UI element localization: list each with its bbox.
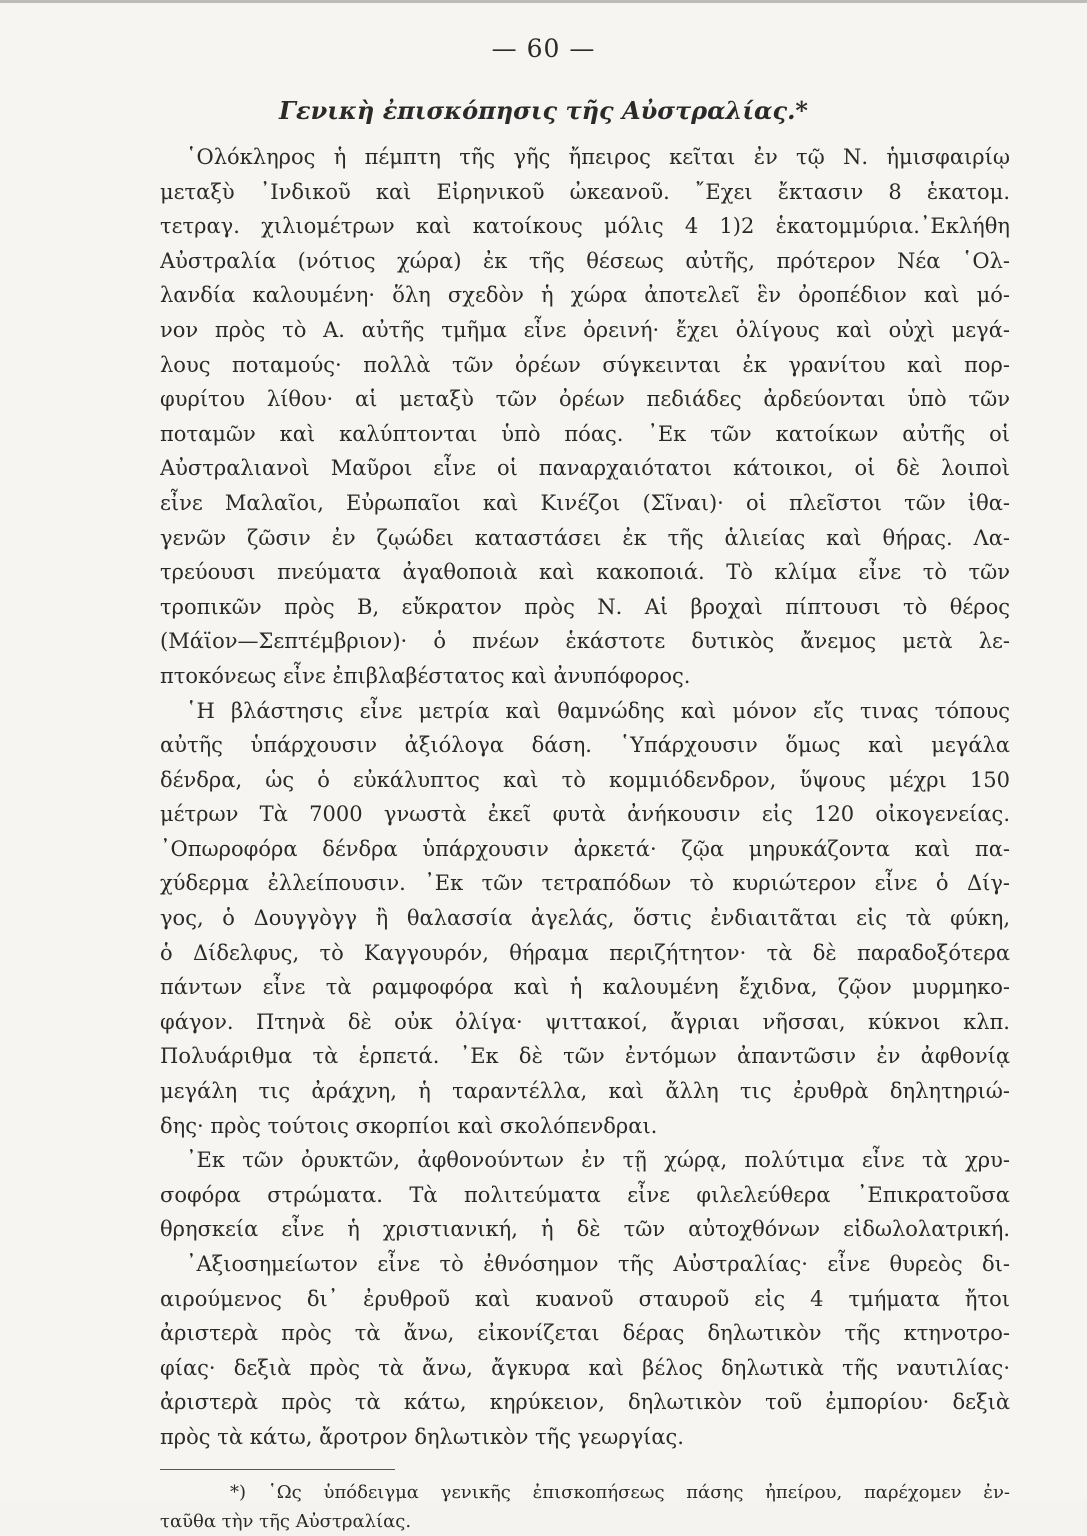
section-title: Γενικὴ ἐπισκόπησις τῆς Αὐστραλίας.* [279, 96, 808, 125]
text-line: ῾Ολόκληρος ἡ πέμπτη τῆς γῆς ἤπειρος κεῖται ἐν τῷ Ν. ἡμισφαιρίῳ [186, 145, 1010, 169]
footnote-divider [160, 1469, 395, 1470]
text-line: λους ποταμούς· πολλὰ τῶν ὀρέων σύγκεινται ἐκ γρανίτου καὶ πορ- [160, 352, 1010, 377]
text-line: ἀριστερὰ πρὸς τὰ ἄνω, εἰκονίζεται δέρας δηλωτικὸν τῆς κτηνοτρο- [160, 1321, 1010, 1346]
text-line: φίας· δεξιὰ πρὸς τὰ ἄνω, ἄγκυρα καὶ βέλος δηλωτικὰ τῆς ναυτιλίας· [160, 1355, 1010, 1380]
text-line: πτοκόνεως εἶνε ἐπιβλαβέστατος καὶ ἀνυπόφορος. [160, 663, 691, 688]
text-line: ᾿Εκ τῶν ὀρυκτῶν, ἀφθονούντων ἐν τῇ χώρᾳ, πολύτιμα εἶνε τὰ χρυ- [186, 1148, 1010, 1173]
text-line: πρὸς τὰ κάτω, ἄροτρον δηλωτικὸν τῆς γεωργίας. [160, 1424, 684, 1449]
text-line: δένδρα, ὡς ὁ εὐκάλυπτος καὶ τὸ κομμιόδενδρον, ὕψους μέχρι 150 [160, 767, 1010, 792]
page-number: — 60 — [491, 34, 596, 63]
text-line: εἶνε Μαλαῖοι, Εὐρωπαῖοι καὶ Κινέζοι (Σῖναι)· οἱ πλεῖστοι τῶν ἰθα- [160, 490, 1010, 515]
text-line: ᾿Οπωροφόρα δένδρα ὑπάρχουσιν ἀρκετά· ζῷα μηρυκάζοντα καὶ πα- [160, 836, 1010, 861]
text-line: Πολυάριθμα τὰ ἑρπετά. ᾿Εκ δὲ τῶν ἐντόμων ἀπαντῶσιν ἐν ἀφθονίᾳ [160, 1044, 1010, 1069]
text-line: αιρούμενος δι᾿ ἐρυθροῦ καὶ κυανοῦ σταυροῦ εἰς 4 τμήματα ἤτοι [160, 1286, 1010, 1311]
text-line: (Μάϊον—Σεπτέμβριον)· ὁ πνέων ἑκάστοτε δυτικὸς ἄνεμος μετὰ λε- [160, 629, 1010, 654]
text-line: τετραγ. χιλιομέτρων καὶ κατοίκους μόλις 4 1)2 ἑκατομμύρια.᾿Εκλήθη [160, 214, 1010, 239]
text-line: νον πρὸς τὸ Α. αὐτῆς τμῆμα εἶνε ὀρεινή· ἔχει ὀλίγους καὶ οὐχὶ μεγά- [160, 317, 1010, 342]
text-line: Αὐστραλία (νότιος χώρα) ἐκ τῆς θέσεως αὐτῆς, πρότερον Νέα ῾Ολ- [160, 248, 1010, 273]
text-line: ὁ Δίδελφυς, τὸ Καγγουρόν, θήραμα περιζήτητον· τὰ δὲ παραδοξότερα [160, 940, 1010, 965]
text-line: Αὐστραλιανοὶ Μαῦροι εἶνε οἱ παναρχαιότατοι κάτοικοι, οἱ δὲ λοιποὶ [160, 456, 1010, 481]
top-edge-rule [0, 0, 1087, 3]
text-line: χύδερμα ἐλλείπουσιν. ᾿Εκ τῶν τετραπόδων τὸ κυριώτερον εἶνε ὁ Δίγ- [160, 871, 1010, 896]
footnote-line: ταῦθα τὴν τῆς Αὐστραλίας. [160, 1510, 412, 1532]
text-line: φυρίτου λίθου· αἱ μεταξὺ τῶν ὀρέων πεδιάδες ἀρδεύονται ὑπὸ τῶν [160, 387, 1010, 412]
text-line: πάντων εἶνε τὰ ραμφοφόρα καὶ ἡ καλουμένη ἔχιδνα, ζῷον μυρμηκο- [160, 975, 1010, 1000]
text-line: μέτρων Τὰ 7000 γνωστὰ ἐκεῖ φυτὰ ἀνήκουσιν εἰς 120 οἰκογενείας. [160, 802, 1010, 827]
text-line: ἀριστερὰ πρὸς τὰ κάτω, κηρύκειον, δηλωτικὸν τοῦ ἐμπορίου· δεξιὰ [160, 1390, 1010, 1415]
text-line: δης· πρὸς τούτοις σκορπίοι καὶ σκολόπενδραι. [160, 1113, 658, 1138]
text-line: λανδία καλουμένη· ὅλη σχεδὸν ἡ χώρα ἀποτελεῖ ἓν ὀροπέδιον καὶ μό- [160, 283, 1010, 308]
text-line: τρεύουσι πνεύματα ἀγαθοποιὰ καὶ κακοποιά. Τὸ κλίμα εἶνε τὸ τῶν [160, 560, 1010, 585]
text-line: γος, ὁ Δουγγὸγγ ἢ θαλασσία ἀγελάς, ὅστις ἐνδιαιτᾶται εἰς τὰ φύκη, [160, 906, 1010, 931]
text-line: ᾿Αξιοσημείωτον εἶνε τὸ ἐθνόσημον τῆς Αὐστραλίας· εἶνε θυρεὸς δι- [186, 1252, 1010, 1276]
text-line: γενῶν ζῶσιν ἐν ζῳώδει καταστάσει ἐκ τῆς ἁλιείας καὶ θήρας. Λα- [160, 525, 1010, 550]
text-line: θρησκεία εἶνε ἡ χριστιανική, ἡ δὲ τῶν αὐτοχθόνων εἰδωλολατρική. [160, 1217, 1010, 1242]
text-line: τροπικῶν πρὸς Β, εὔκρατον πρὸς Ν. Αἱ βροχαὶ πίπτουσι τὸ θέρος [160, 594, 1010, 619]
text-line: ποταμῶν καὶ καλύπτονται ὑπὸ πόας. ᾿Εκ τῶν κατοίκων αὐτῆς οἱ [160, 421, 1010, 446]
footnote-line: *) ῾Ως ὑπόδειγμα γενικῆς ἐπισκοπήσεως πάσης ἠπείρου, παρέχομεν ἐν- [230, 1481, 1010, 1503]
text-line: σοφόρα στρώματα. Τὰ πολιτεύματα εἶνε φιλελεύθερα ᾿Επικρατοῦσα [160, 1182, 1010, 1207]
text-line: μεγάλη τις ἀράχνη, ἡ ταραντέλλα, καὶ ἄλλη τις ἐρυθρὰ δηλητηριώ- [160, 1079, 1010, 1104]
text-line: μεταξὺ ᾿Ινδικοῦ καὶ Εἰρηνικοῦ ὠκεανοῦ. ῎Εχει ἔκτασιν 8 ἑκατομ. [160, 179, 1010, 204]
text-line: ῾Η βλάστησις εἶνε μετρία καὶ θαμνώδης καὶ μόνον εἴς τινας τόπους [186, 698, 1010, 723]
body-text [160, 140, 1010, 1536]
text-line: αὐτῆς ὑπάρχουσιν ἀξιόλογα δάση. ῾Υπάρχουσιν ὅμως καὶ μεγάλα [160, 733, 1010, 758]
text-line: φάγον. Πτηνὰ δὲ οὐκ ὀλίγα· ψιττακοί, ἄγριαι νῆσσαι, κύκνοι κλπ. [160, 1009, 1010, 1034]
